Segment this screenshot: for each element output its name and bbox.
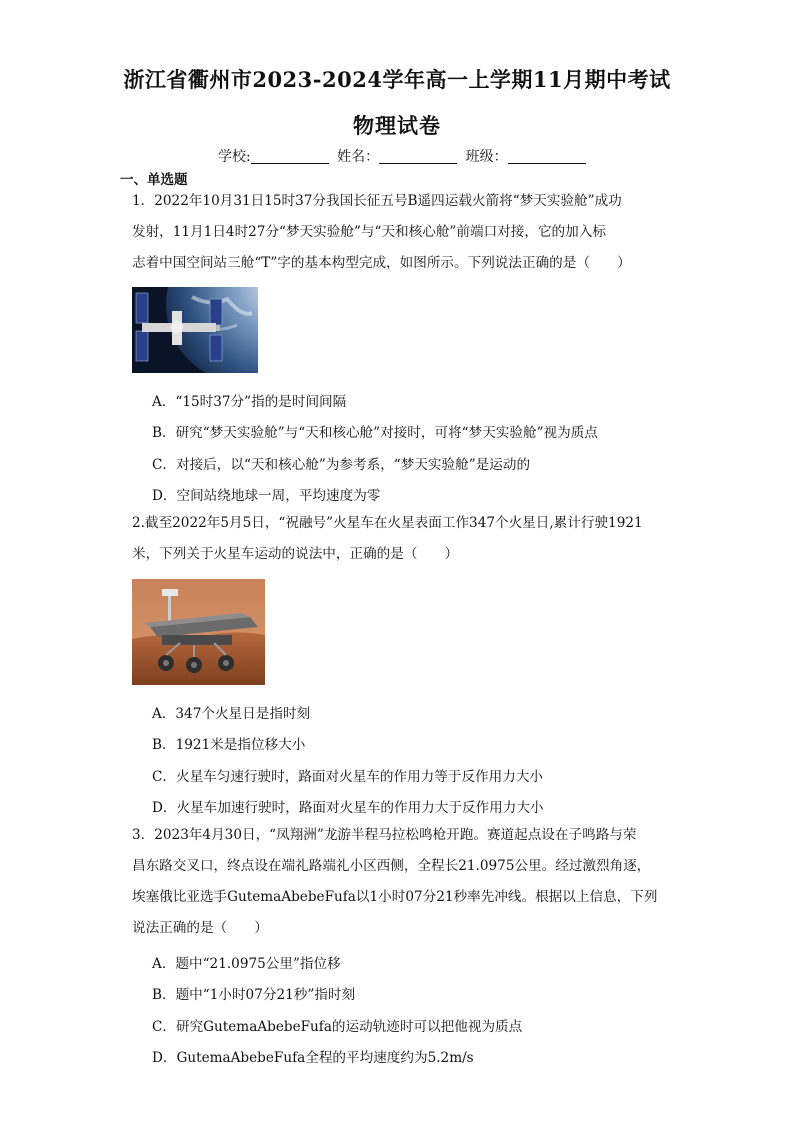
section-heading: 一、单选题 [120, 172, 188, 188]
school-label: 学校: [218, 149, 251, 165]
question-2-stem [132, 508, 667, 570]
question-line: 昌东路交叉口，终点设在端礼路端礼小区西侧，全程长21.0975公里。经过激烈角逐， [132, 858, 651, 874]
question-2-option-b[interactable]: B．1921米是指位移大小 [152, 737, 306, 753]
space-station-image [132, 287, 258, 373]
question-1-option-b[interactable]: B．研究“梦天实验舱”与“天和核心舱”对接时，可将“梦天实验舱”视为质点 [152, 425, 598, 441]
question-2-option-d[interactable]: D．火星车加速行驶时，路面对火星车的作用力大于反作用力大小 [152, 800, 544, 816]
question-3-option-a[interactable]: A．题中“21.0975公里”指位移 [152, 956, 341, 972]
question-line: 埃塞俄比亚选手GutemaAbebeFufa以1小时07分21秒率先冲线。根据以上信息，下列 [132, 889, 658, 905]
question-3-option-c[interactable]: C．研究GutemaAbebeFufa的运动轨迹时可以把他视为质点 [152, 1019, 523, 1035]
question-1-option-c[interactable]: C．对接后，以“天和核心舱”为参考系，“梦天实验舱”是运动的 [152, 457, 531, 473]
question-1-option-a[interactable]: A．“15时37分”指的是时间间隔 [152, 394, 347, 410]
question-1-option-d[interactable]: D．空间站绕地球一周，平均速度为零 [152, 488, 381, 504]
school-blank[interactable] [251, 149, 329, 164]
question-1-stem [132, 186, 667, 279]
question-line: 米，下列关于火星车运动的说法中，正确的是（ ） [132, 546, 459, 562]
name-blank[interactable] [379, 149, 457, 164]
name-label: 姓名： [337, 149, 380, 165]
exam-title: 浙江省衢州市2023-2024学年高一上学期11月期中考试 [123, 67, 671, 92]
question-3-option-b[interactable]: B．题中“1小时07分21秒”指时刻 [152, 987, 356, 1003]
question-line: 1．2022年10月31日15时37分我国长征五号B遥四运载火箭将“梦天实验舱”成功 [132, 193, 622, 209]
question-3-option-d[interactable]: D．GutemaAbebeFufa全程的平均速度约为5.2m/s [152, 1050, 474, 1066]
question-line: 志着中国空间站三舱“T”字的基本构型完成，如图所示。下列说法正确的是（ ） [132, 255, 631, 271]
question-line: 发射，11月1日4时27分“梦天实验舱”与“天和核心舱”前端口对接，它的加入标 [132, 224, 606, 240]
question-line: 3．2023年4月30日，“凤翔洲”龙游半程马拉松鸣枪开跑。赛道起点设在子鸣路与荣 [132, 827, 637, 843]
question-3-stem [132, 820, 667, 944]
exam-subject-title: 物理试卷 [353, 113, 441, 138]
student-info-line [218, 146, 590, 166]
question-2-option-a[interactable]: A．347个火星日是指时刻 [152, 706, 311, 722]
question-2-option-c[interactable]: C．火星车匀速行驶时，路面对火星车的作用力等于反作用力大小 [152, 769, 544, 785]
class-label: 班级： [465, 149, 508, 165]
question-line: 2.截至2022年5月5日，“祝融号”火星车在火星表面工作347个火星日,累计行驶1921 [132, 515, 643, 531]
question-line: 说法正确的是（ ） [132, 920, 268, 936]
mars-rover-image [132, 579, 265, 685]
class-blank[interactable] [508, 149, 586, 164]
